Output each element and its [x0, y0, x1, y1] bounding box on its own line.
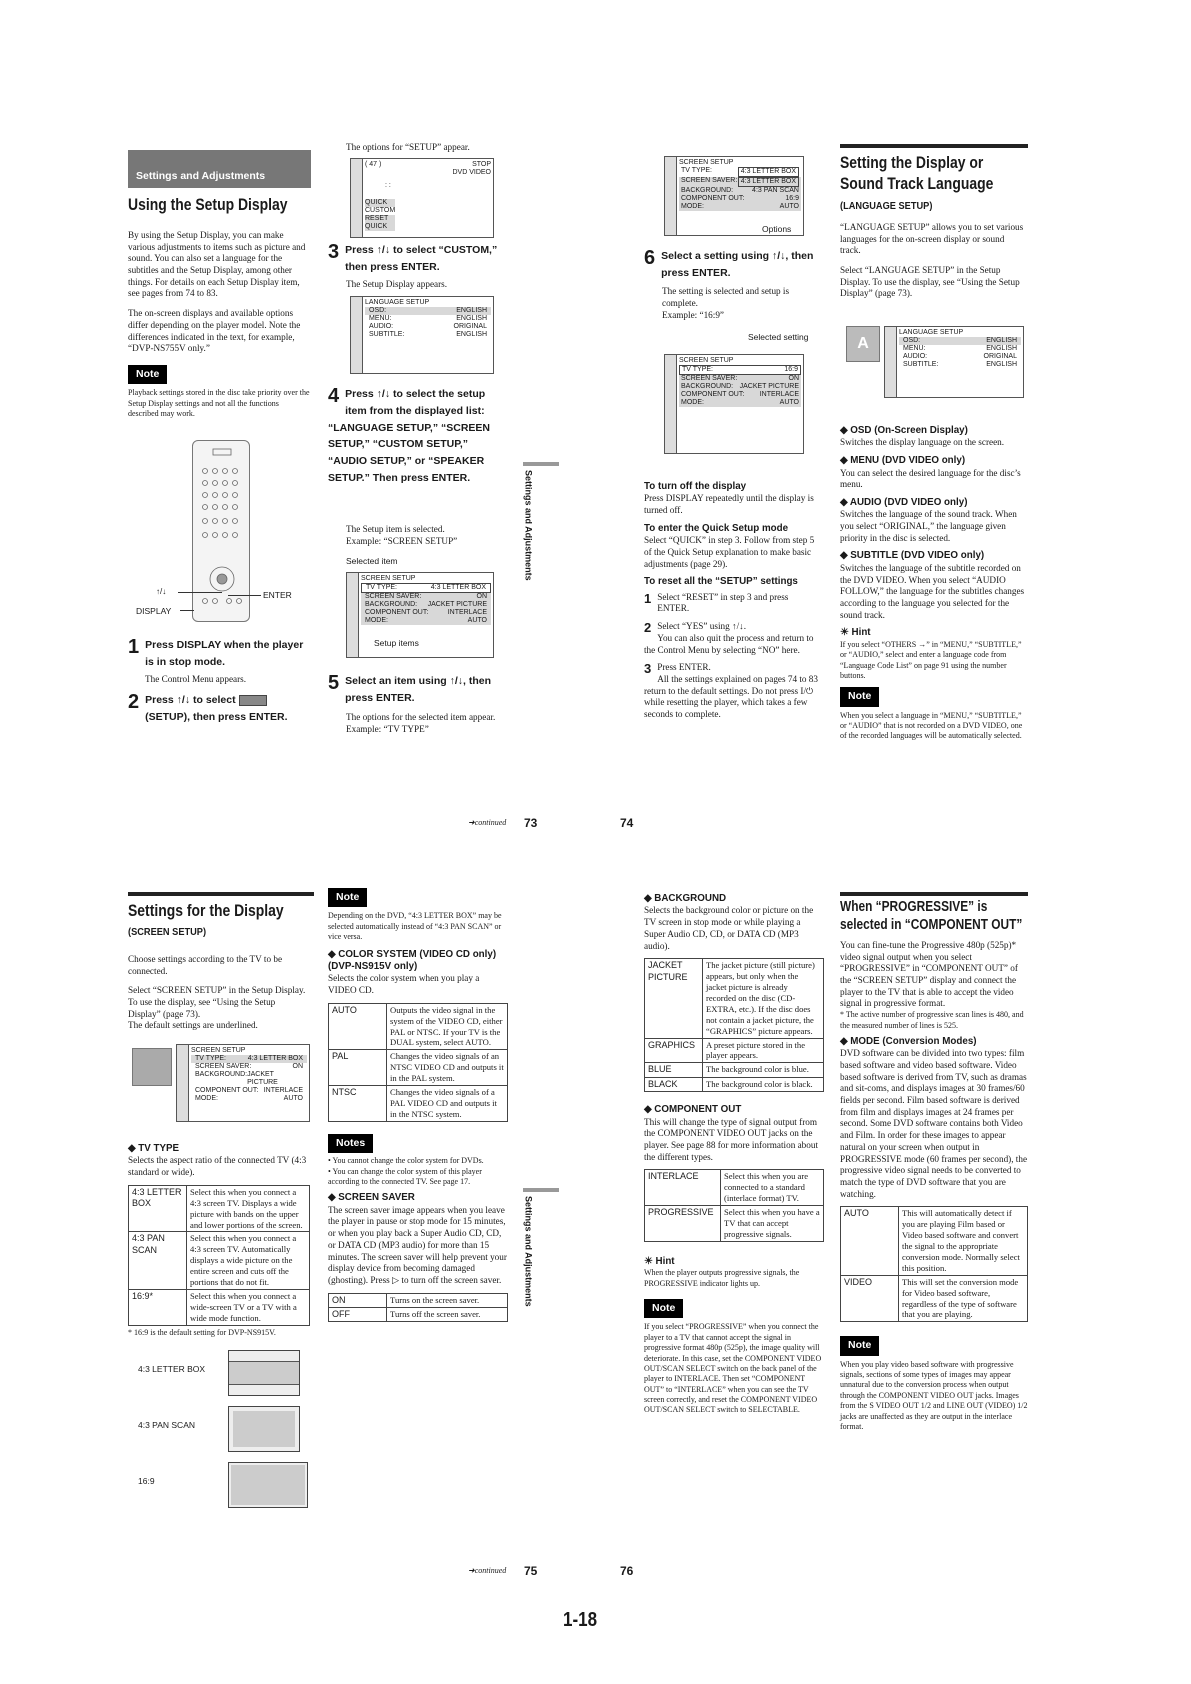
table-row: BLUE The background color is blue. — [645, 1063, 824, 1077]
color-system-heading: ◆ COLOR SYSTEM (VIDEO CD only) (DVP-NS915V only) — [328, 948, 497, 972]
intro-paragraph: The default settings are underlined. — [128, 1020, 258, 1031]
selected-item-label: Selected item — [346, 556, 398, 566]
note-label: Note — [840, 1336, 879, 1355]
osd-text: Switches the display language on the screen. — [840, 437, 1005, 448]
tv-type-footnote: * 16:9 is the default setting for DVP-NS915V. — [128, 1327, 276, 1337]
step-3-desc: The Setup Display appears. — [346, 279, 448, 289]
table-row: INTERLACE Select this when you are connected to a standard (interlace format) TV. — [645, 1170, 824, 1206]
table-row: ON Turns on the screen saver. — [329, 1293, 508, 1307]
step-5: 5 Select an item using ↑/↓, then press ENTER. — [328, 672, 491, 704]
control-menu-screen: ( 47 ) STOP DVD VIDEO : : QUICK CUSTOM RESET QUICK — [350, 158, 494, 238]
background-text: Selects the background color or picture on the TV screen in stop mode or while playing a Super Audio CD, CD, or DATA CD (MP3 audio). — [644, 905, 814, 951]
language-setup-screen: LANGUAGE SETUP OSD: ENGLISH MENU: ENGLISH AUDIO: ORIGINAL SUBTITLE: ENGLISH — [884, 326, 1024, 398]
step-6-desc: Example: “16:9” — [662, 310, 724, 320]
quick-setup-text: Select “QUICK” in step 3. Follow from step 5 of the Quick Setup explanation to make basic adjustments (page 29). — [644, 535, 815, 569]
table-row: AUTO Outputs the video signal in the system of the VIDEO CD, either PAL or NTSC. If your TV is the DUAL system, select AUTO. — [329, 1003, 508, 1050]
col2-intro: The options for “SETUP” appear. — [346, 142, 470, 152]
wide-label: 16:9 — [138, 1476, 155, 1486]
intro-paragraph: Select “SCREEN SETUP” in the Setup Display. To use the display, see “Using the Setup Display” (page 73). — [128, 985, 306, 1019]
language-setup-screen: LANGUAGE SETUP OSD: ENGLISH MENU: ENGLISH AUDIO: ORIGINAL SUBTITLE: ENGLISH — [350, 296, 494, 374]
step-1: 1 Press DISPLAY when the player is in stop mode. — [128, 636, 304, 668]
page-title: Settings for the Display — [128, 901, 284, 920]
background-heading: ◆ BACKGROUND — [644, 893, 727, 904]
letterbox-image — [228, 1350, 300, 1396]
setup-items-label: Setup items — [374, 638, 419, 648]
table-row: OFF Turns off the screen saver. — [329, 1307, 508, 1321]
audio-text: Switches the language of the sound track. When you select “ORIGINAL,” the language given priority in the disc is selected. — [840, 509, 1017, 543]
mode-table — [840, 1206, 1028, 1322]
table-row: AUTO This will automatically detect if you are playing Film based or Video based software and convert the signal to the appropriate conversion mode. Normally select this position. — [841, 1207, 1028, 1275]
step-5-desc: The options for the selected item appear. — [346, 712, 496, 722]
tv-type-options-screen: SCREEN SETUP TV TYPE: 4:3 LETTER BOX SCREEN SAVER: 4:3 LETTER BOX BACKGROUND: 4:3 PAN SCAN COMPONENT OUT: 16:9 MODE: AUTO — [664, 156, 804, 236]
table-row: VIDEO This will set the conversion mode for Video based software, regardless of the type of software that you are playing. — [841, 1275, 1028, 1322]
hint-heading: ☀ Hint — [644, 1255, 675, 1267]
page-73 — [128, 140, 558, 840]
list-item: • You can change the color system of this player according to the connected TV. See page 17. — [328, 1166, 482, 1186]
intro-paragraph: “LANGUAGE SETUP” allows you to set various languages for the on-screen display or sound track. — [840, 222, 1024, 256]
table-row: JACKET PICTURE The jacket picture (still picture) appears, but only when the jacket picture is already recorded on the disc (CD-EXTRA, etc.). If the disc does not contain a jacket picture, the “GRAPHICS” picture appears. — [645, 959, 824, 1038]
screen-setup-icon — [132, 1048, 172, 1086]
step-4-desc: The Setup item is selected. — [346, 524, 445, 534]
note-text: Depending on the DVD, “4:3 LETTER BOX” may be selected automatically instead of “4:3 PAN SCAN” or vice versa. — [328, 911, 502, 942]
reset-step-1: 1 Select “RESET” in step 3 and press ENTER. — [644, 590, 789, 614]
mode-text: DVD software can be divided into two types: film based software and video based software. Video based software is derived from TV, such as dramas and sit-coms, and displays images at 30 frames/60 fields per second. Film based software is derived from film and displays images at 24 frames per second. Some DVD software contains both Video and Film. In order for these images to appear natural on your screen when output in PROGRESSIVE mode (60 frames per second), the progressive video signal needs to be converted to match the type of DVD software that you are watching. — [840, 1048, 1028, 1199]
tv-type-table — [128, 1185, 310, 1326]
turn-off-heading: To turn off the display — [644, 481, 747, 492]
continued-label: ➜continued — [468, 818, 507, 827]
pan-scan-image — [228, 1406, 300, 1452]
intro-paragraph: Select “LANGUAGE SETUP” in the Setup Display. To use the display, see “Using the Setup Display” (page 73). — [840, 265, 1020, 299]
note-text: Playback settings stored in the disc take priority over the Setup Display settings and not all the functions described may work. — [128, 388, 310, 418]
section-bar — [128, 150, 311, 188]
page-74 — [620, 140, 1040, 840]
note-label: Note — [644, 1299, 683, 1318]
page-title: Using the Setup Display — [128, 195, 288, 214]
reset-heading: To reset all the “SETUP” settings — [644, 576, 798, 588]
screen-setup-screen: SCREEN SETUP TV TYPE: 4:3 LETTER BOX SCREEN SAVER: ON BACKGROUND: JACKET PICTURE COMPONENT OUT: INTERLACE MODE: AUTO — [176, 1044, 310, 1122]
intro-paragraph: By using the Setup Display, you can make various adjustments to items such as picture and sound. You can also set a language for the subtitles and the Setup Display, among other things. For details on each Setup Display item, see pages from 74 to 83. — [128, 230, 306, 299]
sheet-page-number: 1-18 — [563, 1609, 598, 1631]
screen-saver-text: The screen saver image appears when you leave the player in pause or stop mode for 15 minutes, or when you play back a Super Audio CD, CD, or DATA CD (MP3 audio) for more than 15 minutes. The screen saver will help prevent your display device from becoming damaged (ghosting). Press ▷ to turn off the screen saver. — [328, 1204, 507, 1285]
screen-setup-result-screen: SCREEN SETUP TV TYPE: 16:9 SCREEN SAVER: ON BACKGROUND: JACKET PICTURE COMPONENT OUT: INTERLACE MODE: AUTO — [664, 354, 804, 454]
step-5-desc: Example: “TV TYPE” — [346, 724, 429, 734]
note-text: If you select “PROGRESSIVE” when you connect the player to a TV that cannot accept the signal in progressive format 480p (525p), the image quality will deteriorate. In this case, set the COMPONENT VIDEO OUT/SCAN SELECT switch on the back panel of the player to INTERLACE. Then set “COMPONENT OUT” to “INTERLACE” when you can see the TV screen correctly, and reset the COMPONENT VIDEO OUT/SCAN SELECT switch to SELECTABLE. — [644, 1322, 822, 1415]
page-title: Setting the Display or Sound Track Language — [840, 153, 994, 194]
hint-text: If you select “OTHERS →” in “MENU,” “SUBTITLE,” or “AUDIO,” select and enter a language code from “Language Code List” on page 91 using the number buttons. — [840, 639, 1022, 680]
step-2: 2 Press ↑/↓ to select (SETUP), then press ENTER. — [128, 691, 288, 723]
hint-icon: ☀ — [840, 627, 849, 639]
list-item: • You cannot change the color system for DVDs. — [328, 1156, 484, 1166]
intro-paragraph: You can fine-tune the Progressive 480p (525p)* video signal output when you select “PROGRESSIVE” in “COMPONENT OUT” of the “SCREEN SETUP” display and connect the player to the TV that is able to accept the video signal in progressive format. — [840, 940, 1018, 1009]
hint-text: When the player outputs progressive signals, the PROGRESSIVE indicator lights up. — [644, 1268, 800, 1288]
menu-text: You can select the desired language for the disc’s menu. — [840, 467, 1021, 490]
page-number: 76 — [620, 1564, 634, 1578]
step-6-desc: The setting is selected and setup is complete. — [662, 286, 790, 308]
section-bar-label: Settings and Adjustments — [136, 170, 266, 182]
remote-enter-label: ENTER — [263, 590, 292, 600]
notes-label: Notes — [328, 1134, 373, 1153]
screen-saver-heading: ◆ SCREEN SAVER — [328, 1192, 415, 1204]
mode-heading: ◆ MODE (Conversion Modes) — [840, 1035, 977, 1047]
page-number: 75 — [524, 1564, 538, 1578]
screen-setup-screen: SCREEN SETUP TV TYPE: 4:3 LETTER BOX SCREEN SAVER: ON BACKGROUND: JACKET PICTURE COMPONENT OUT: INTERLACE MODE: AUTO — [346, 572, 494, 658]
note-text: When you play video based software with progressive signals, sections of some types of images may appear unnatural due to the conversion process when output through the COMPONENT VIDEO OUT jacks. Images from the S VIDEO OUT 1/2 and LINE OUT (VIDEO) 1/2 jacks are unaffected as they are output in the interlace format. — [840, 1359, 1028, 1432]
component-out-table — [644, 1169, 824, 1241]
page-subtitle: (LANGUAGE SETUP) — [840, 200, 933, 212]
subtitle-heading: ◆ SUBTITLE (DVD VIDEO only) — [840, 550, 985, 562]
background-table — [644, 958, 824, 1092]
osd-heading: ◆ OSD (On-Screen Display) — [840, 425, 968, 436]
note-label: Note — [840, 687, 879, 706]
letterbox-label: 4:3 LETTER BOX — [138, 1364, 206, 1374]
intro-paragraph: The on-screen displays and available options differ depending on the player model. Note the differences indicated in the text, for example, “DVP-NS755V only.” — [128, 308, 301, 354]
table-row: GRAPHICS A preset picture stored in the player appears. — [645, 1038, 824, 1063]
screen-saver-table — [328, 1293, 508, 1323]
step-4-desc: Example: “SCREEN SETUP” — [346, 536, 458, 546]
subtitle-text: Switches the language of the subtitle recorded on the DVD VIDEO. When you select “AUDIO FOLLOW,” the language for the subtitles changes according to the language you selected for the sound track. — [840, 562, 1025, 620]
reset-step-2: 2 Select “YES” using ↑/↓. You can also quit the process and return to the Control Menu by selecting “NO” here. — [644, 620, 814, 655]
color-system-table — [328, 1003, 508, 1122]
table-row: 4:3 PAN SCAN Select this when you connect a 4:3 screen TV. Automatically displays a wide picture on the entire screen and cuts off the portions that do not fit. — [129, 1232, 310, 1290]
hint-heading: ☀ Hint — [840, 627, 871, 639]
step-3: 3 Press ↑/↓ to select “CUSTOM,” then press ENTER. — [328, 241, 498, 273]
table-row: 16:9* Select this when you connect a wide-screen TV or a TV with a wide mode function. — [129, 1289, 310, 1325]
component-out-text: This will change the type of signal output from the COMPONENT VIDEO OUT jacks on the player. See page 88 for more information about the different types. — [644, 1116, 818, 1162]
options-label: Options — [762, 224, 792, 234]
remote-arrows-label: ↑/↓ — [156, 587, 167, 596]
table-row: PAL Changes the video signals of an NTSC VIDEO CD and outputs it in the PAL system. — [329, 1050, 508, 1086]
note-label: Note — [128, 365, 167, 384]
step-6: 6 Select a setting using ↑/↓, then press ENTER. — [644, 247, 814, 279]
language-icon: A — [846, 326, 880, 362]
pan-scan-label: 4:3 PAN SCAN — [138, 1420, 196, 1430]
turn-off-text: Press DISPLAY repeatedly until the display is turned off. — [644, 493, 814, 516]
menu-heading: ◆ MENU (DVD VIDEO only) — [840, 455, 966, 467]
page-number: 74 — [620, 816, 634, 830]
page-title: When “PROGRESSIVE” is selected in “COMPONENT OUT” — [840, 899, 1023, 934]
page-number: 73 — [524, 816, 538, 830]
note-label: Note — [328, 888, 367, 907]
quick-setup-heading: To enter the Quick Setup mode — [644, 522, 789, 534]
selected-setting-label: Selected setting — [748, 332, 809, 342]
page-subtitle: (SCREEN SETUP) — [128, 926, 207, 938]
hint-icon: ☀ — [644, 1255, 653, 1267]
side-tab-label: Settings and Adjustments — [523, 470, 534, 581]
wide-image — [228, 1462, 308, 1508]
page-75 — [128, 888, 558, 1588]
table-row: NTSC Changes the video signals of a PAL VIDEO CD and outputs it in the NTSC system. — [329, 1086, 508, 1122]
color-system-text: Selects the color system when you play a VIDEO CD. — [328, 973, 480, 996]
intro-paragraph: Choose settings according to the TV to be connected. — [128, 954, 283, 976]
tv-type-heading: ◆ TV TYPE — [128, 1143, 180, 1154]
table-row: BLACK The background color is black. — [645, 1077, 824, 1091]
step-1-desc: The Control Menu appears. — [145, 674, 247, 684]
table-row: PROGRESSIVE Select this when you have a TV that can accept progressive signals. — [645, 1206, 824, 1242]
table-row: 4:3 LETTER BOX Select this when you connect a 4:3 screen TV. Displays a wide picture with bands on the upper and lower portions of the screen. — [129, 1185, 310, 1232]
note-text: When you select a language in “MENU,” “SUBTITLE,” or “AUDIO” that is not recorded on a DVD VIDEO, one of the recorded languages will be automatically selected. — [840, 710, 1023, 741]
reset-step-3: 3 Press ENTER. All the settings explained on pages 74 to 83 return to the default settings. Do not press I/⏻ while resetting the player, which takes a few seconds to complete. — [644, 661, 818, 719]
footnote: * The active number of progressive scan lines is 480, and the measured number of lines is 525. — [840, 1010, 1024, 1030]
side-tab-label: Settings and Adjustments — [523, 1196, 534, 1307]
step-4: 4 Press ↑/↓ to select the setup item from the displayed list: “LANGUAGE SETUP,” “SCREEN SETUP,” “CUSTOM SETUP,” “AUDIO SETUP,” or “SPEAKER SETUP.” Then press ENTER. — [328, 385, 490, 484]
page-76 — [620, 888, 1040, 1588]
continued-label: ➜continued — [468, 1566, 507, 1575]
audio-heading: ◆ AUDIO (DVD VIDEO only) — [840, 496, 968, 508]
component-out-heading: ◆ COMPONENT OUT — [644, 1104, 742, 1116]
tv-type-text: Selects the aspect ratio of the connected TV (4:3 standard or wide). — [128, 1155, 307, 1178]
remote-display-label: DISPLAY — [136, 606, 172, 616]
setup-icon — [239, 695, 267, 706]
